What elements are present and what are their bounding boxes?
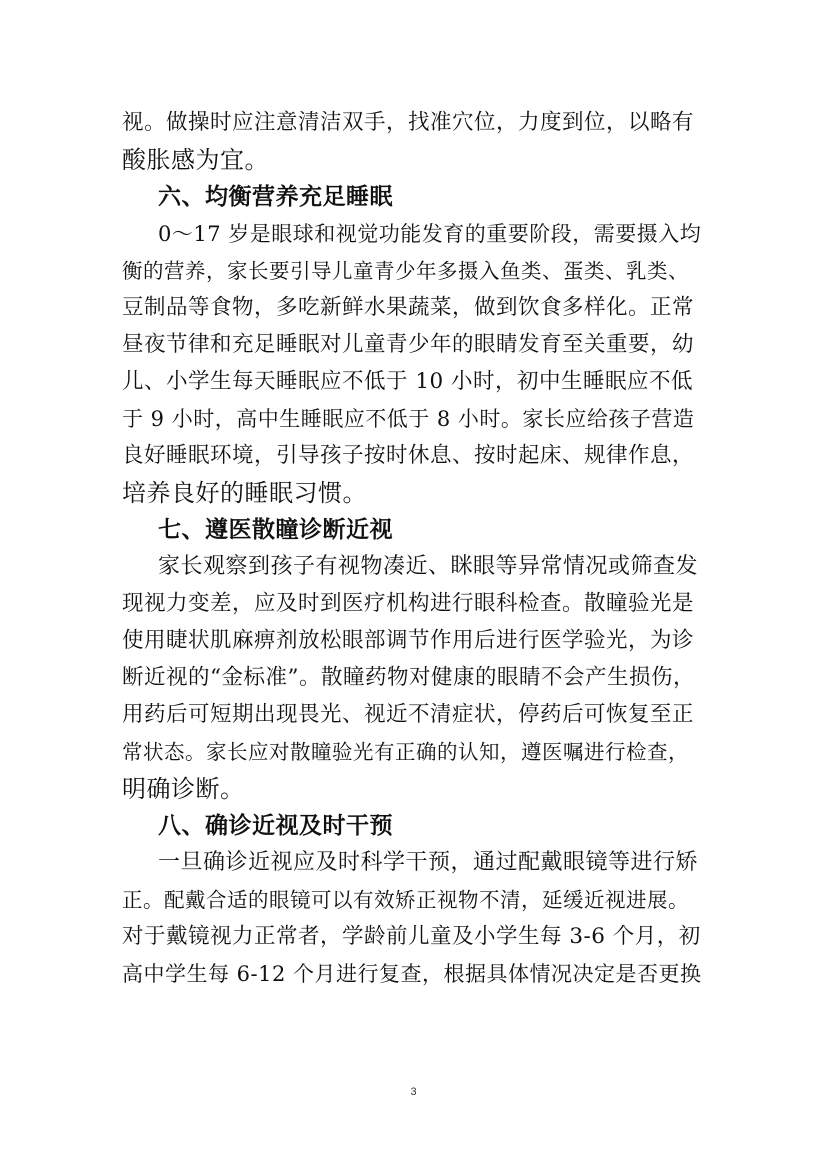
body-line: 对于戴镜视力正常者，学龄前儿童及小学生每 3-6 个月，初	[122, 924, 701, 949]
body-line: 断近视的“金标准”。散瞳药物对健康的眼睛不会产生损伤，	[122, 665, 695, 690]
section-heading: 八、确诊近视及时干预	[158, 813, 393, 839]
body-line: 培养良好的睡眠习惯。	[122, 479, 367, 507]
body-line: 一旦确诊近视应及时科学干预，通过配戴眼镜等进行矫	[158, 850, 699, 875]
body-line: 现视力变差，应及时到医疗机构进行眼科检查。散瞳验光是	[122, 591, 695, 616]
page-number: 3	[410, 1086, 417, 1098]
body-line: 儿、小学生每天睡眠应不低于 10 小时，初中生睡眠应不低	[122, 369, 694, 394]
body-line: 良好睡眠环境，引导孩子按时休息、按时起床、规律作息，	[122, 443, 695, 468]
body-line: 使用睫状肌麻痹剂放松眼部调节作用后进行医学验光，为诊	[122, 628, 695, 653]
body-line: 高中学生每 6-12 个月进行复查，根据具体情况决定是否更换	[122, 962, 702, 986]
body-line: 昼夜节律和充足睡眠对儿童青少年的眼睛发育至关重要，幼	[122, 332, 695, 357]
body-line: 家长观察到孩子有视物凑近、眯眼等异常情况或筛查发	[158, 554, 699, 579]
body-line: 豆制品等食物，多吃新鲜水果蔬菜，做到饮食多样化。正常	[122, 295, 695, 320]
section-heading: 七、遵医散瞳诊断近视	[158, 517, 393, 543]
body-line: 明确诊断。	[122, 775, 245, 803]
body-line: 常状态。家长应对散瞳验光有正确的认知，遵医嘱进行检查，	[122, 740, 689, 764]
body-line: 酸胀感为宜。	[122, 146, 269, 174]
body-line: 于 9 小时，高中生睡眠应不低于 8 小时。家长应给孩子营造	[122, 407, 695, 431]
body-line: 正。配戴合适的眼镜可以有效矫正视物不清，延缓近视进展。	[122, 888, 689, 912]
body-line: 视。做操时应注意清洁双手，找准穴位，力度到位，以略有	[122, 110, 695, 135]
body-line: 用药后可短期出现畏光、视近不清症状，停药后可恢复至正	[122, 702, 695, 727]
section-heading: 六、均衡营养充足睡眠	[158, 184, 393, 210]
body-line: 0～17 岁是眼球和视觉功能发育的重要阶段，需要摄入均	[158, 222, 702, 246]
body-line: 衡的营养，家长要引导儿童青少年多摄入鱼类、蛋类、乳类、	[122, 259, 689, 283]
